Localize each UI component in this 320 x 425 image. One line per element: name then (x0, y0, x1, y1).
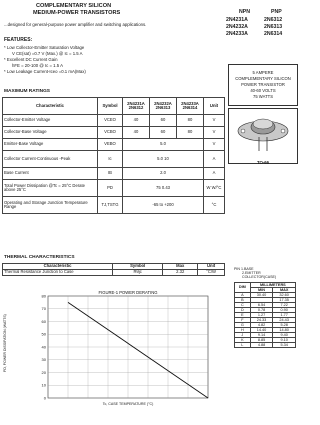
table-row (235, 302, 296, 307)
table-row (3, 168, 225, 180)
cell: 0.78 (250, 307, 273, 312)
pnp-part-number: 2N6314 (264, 31, 283, 37)
col-symbol: Symbol (98, 98, 123, 115)
col-characteristic: Characteristic (3, 264, 113, 270)
cell: °C (204, 197, 225, 214)
summary-line: 40-60 VOLTS (250, 88, 276, 93)
max-ratings-heading: MAXIMUM RATINGS (4, 89, 51, 94)
cell: 30.40 (250, 292, 273, 297)
cell: VEBO (98, 139, 123, 151)
y-tick-label: 0 (43, 395, 46, 401)
cell: V (204, 127, 225, 139)
y-tick-label: 40 (41, 344, 46, 350)
title-line1: COMPLEMENTARY SILICON (36, 3, 112, 9)
table-row (235, 317, 296, 322)
cell: 32.60 (273, 292, 296, 297)
cell: Ic (98, 151, 123, 168)
cell: -65 to +200 (123, 197, 204, 214)
cell: A (204, 151, 225, 168)
feature-item: hFE = 20-100 @ Ic = 1.5 A (12, 63, 63, 68)
cell: 2.32 (163, 269, 198, 275)
summary-line: 5 AMPERE (252, 70, 274, 75)
cell: Emitter-Base Voltage (3, 139, 98, 151)
cell: Operating and Storage Junction Temperature Range (3, 197, 98, 214)
cell: K (235, 337, 251, 342)
y-tick-label: 10 (41, 382, 46, 388)
dimensions-table (234, 282, 296, 348)
cell: 60 (150, 115, 177, 127)
cell: °C/W (198, 269, 225, 275)
cell: 75 0.43 (123, 180, 204, 197)
pnp-part-number: 2N6312 (264, 17, 283, 23)
cell: Thermal Resistance Junction to Case (3, 269, 113, 275)
cell: C (235, 302, 251, 307)
npn-label: NPN (239, 9, 250, 15)
cell: 5.28 (273, 322, 296, 327)
graph-x-label: Tc, CASE TEMPERATURE (°C) (102, 402, 154, 406)
description: ...designed for general-purpose power amplifier and switching applications. (4, 22, 147, 27)
pin-label-1: PIN 1.BASE (234, 267, 254, 271)
pin-label-2: 2.EMITTER (242, 271, 261, 275)
col-dim: DIM (235, 283, 251, 293)
col-min: MIN (250, 287, 273, 292)
table-row (235, 307, 296, 312)
cell: A (235, 292, 251, 297)
table-row (3, 197, 225, 214)
col-max: Max (163, 264, 198, 270)
cell: 2.0 (123, 168, 204, 180)
summary-line: 75 WATTS (252, 94, 273, 99)
table-row (3, 180, 225, 197)
pnp-part-number: 2N6313 (264, 24, 283, 30)
cell: J (235, 332, 251, 337)
y-tick-label: 70 (41, 306, 46, 312)
cell: 5.0 10 (123, 151, 204, 168)
cell: 14.80 (273, 327, 296, 332)
feature-item: V CE(sat) =0.7 V (Max.) @ Ic = 1.5 A (12, 51, 83, 56)
cell: H (235, 327, 251, 332)
cell: 0.90 (273, 307, 296, 312)
cell: V (204, 115, 225, 127)
npn-part-number: 2N4232A (226, 24, 248, 30)
cell: Collector-Emitter Voltage (3, 115, 98, 127)
thermal-heading: THERMAL CHARACTERISTICS (4, 255, 75, 260)
col-unit: Unit (204, 98, 225, 115)
cell: V (204, 139, 225, 151)
col-characteristic: Characteristic (3, 98, 98, 115)
cell: 14.40 (250, 327, 273, 332)
cell: 40 (123, 115, 150, 127)
col-max: MAX (273, 287, 296, 292)
table-header-row (3, 98, 225, 115)
cell: 80 (177, 127, 204, 139)
rating-summary-box (228, 64, 298, 106)
summary-line: POWER TRANSISTOR (241, 82, 285, 87)
col-part-3: 2N4233A 2N6314 (177, 98, 204, 115)
col-unit: Unit (198, 264, 225, 270)
derating-curve (68, 302, 208, 398)
col-millimeters: MILLIMETERS (250, 283, 295, 288)
cell: G (235, 322, 251, 327)
table-row (235, 322, 296, 327)
cell: 1.77 (273, 312, 296, 317)
cell: 9.40 (273, 332, 296, 337)
cell: Base Current (3, 168, 98, 180)
cell: 4.82 (250, 322, 273, 327)
cell: 7.22 (273, 302, 296, 307)
cell: 9.14 (250, 332, 273, 337)
cell: Collector-Base Voltage (3, 127, 98, 139)
cell: IB (98, 168, 123, 180)
graph-title: FIGURE-1 POWER DERATING (98, 290, 158, 295)
cell: 24.43 (273, 317, 296, 322)
thermal-table (2, 263, 225, 276)
y-tick-label: 50 (41, 331, 46, 337)
table-row (3, 115, 225, 127)
table-row (235, 342, 296, 347)
cell: 6.54 (250, 302, 273, 307)
table-row (235, 337, 296, 342)
cell: 8.85 (250, 337, 273, 342)
graph-plot (28, 286, 214, 406)
power-derating-graph (28, 286, 214, 406)
package-box (228, 108, 298, 164)
cell: PD (98, 180, 123, 197)
max-ratings-table (2, 97, 225, 214)
y-tick-label: 30 (41, 357, 46, 363)
table-row (235, 327, 296, 332)
y-tick-label: 80 (41, 293, 46, 299)
cell: 5.34 (273, 342, 296, 347)
cell: 1.27 (250, 312, 273, 317)
col-part-1: 2N4231A 2N6312 (123, 98, 150, 115)
npn-part-number: 2N4233A (226, 31, 248, 37)
table-row (3, 139, 225, 151)
cell: VCBO (98, 127, 123, 139)
col-part-2: 2N4232A 2N6313 (150, 98, 177, 115)
cell: 17.35 (273, 297, 296, 302)
pnp-label: PNP (271, 9, 282, 15)
title-line2: MEDIUM-POWER TRANSISTORS (33, 10, 121, 16)
y-tick-label: 60 (41, 318, 46, 324)
feature-item: * Excellent DC Current Gain (4, 57, 58, 62)
cell: 5.0 (123, 139, 204, 151)
cell: F (235, 317, 251, 322)
cell: 60 (150, 127, 177, 139)
pin-label-3: COLLECTOR(CASE) (242, 275, 277, 279)
cell: A (204, 168, 225, 180)
package-label: TO-66 (256, 160, 270, 165)
feature-item: * Low Collector-Emitter Saturation Voltage (4, 45, 85, 50)
cell: VCEO (98, 115, 123, 127)
y-tick-label: 20 (41, 369, 46, 375)
cell: TJ,TSTG (98, 197, 123, 214)
feature-item: * Low Leakage Current-Iceo =0.1 mA(Max) (4, 69, 86, 74)
summary-line: COMPLEMENTARY SILICON (235, 76, 291, 81)
cell: 24.33 (250, 317, 273, 322)
cell: 4.88 (250, 342, 273, 347)
col-symbol: Symbol (113, 264, 163, 270)
cell: L (235, 342, 251, 347)
table-row (3, 151, 225, 168)
cell: 40 (123, 127, 150, 139)
cell: B (235, 297, 251, 302)
cell: 80 (177, 115, 204, 127)
to66-package-icon (229, 109, 297, 155)
table-row (3, 127, 225, 139)
cell: 9.10 (273, 337, 296, 342)
graph-y-label: PD, POWER DISSIPATION (WATTS) (3, 314, 7, 372)
features-heading: FEATURES: (4, 37, 33, 43)
table-row (3, 269, 225, 275)
table-row (235, 312, 296, 317)
table-row (235, 292, 296, 297)
cell: W W/°C (204, 180, 225, 197)
cell: E (235, 312, 251, 317)
cell: D (235, 307, 251, 312)
cell: Collector Current-Continuous -Peak (3, 151, 98, 168)
npn-part-number: 2N4231A (226, 17, 248, 23)
cell: Total Power Dissipation @Tc = 25°C Derate above 25°C (3, 180, 98, 197)
cell: Rθjc (113, 269, 163, 275)
